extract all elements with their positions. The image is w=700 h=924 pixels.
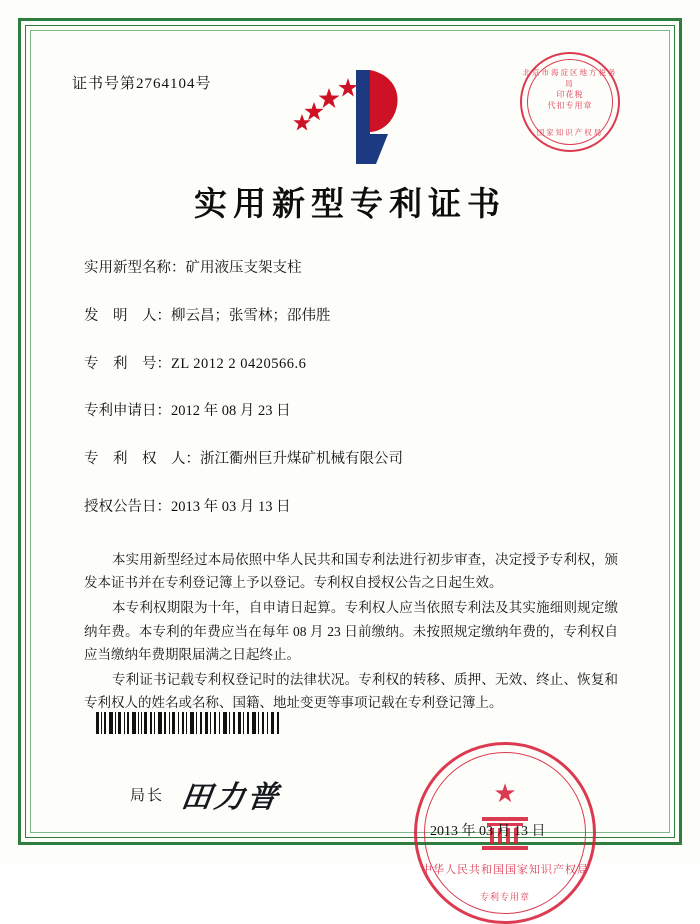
field-label-application-date: 专利申请日： — [84, 403, 171, 420]
seal-text-bottom: 专利专用章 — [479, 892, 530, 902]
field-value-invention-name: 矿用液压支架支柱 — [185, 260, 302, 276]
field-label-patent-number: 专 利 号： — [84, 355, 171, 372]
seal-inner-line-2: 代扣专用章 — [547, 100, 593, 110]
field-row-application-date — [84, 401, 624, 423]
field-row-inventors — [84, 306, 624, 328]
field-value-patentee: 浙江衢州巨升煤矿机械有限公司 — [200, 451, 403, 467]
certificate-number: 证书号第2764104号 — [72, 76, 212, 92]
issue-date: 2013 年 03 月 13 日 — [430, 824, 546, 839]
field-value-application-date: 2012 年 08 月 23 日 — [171, 403, 291, 420]
seal-arc-top-text: 北京市海淀区地方税务局 — [522, 68, 618, 88]
sipo-emblem-icon — [292, 62, 412, 172]
signature-name: 田力普 — [178, 781, 283, 814]
body-paragraph-1: 本实用新型经过本局依照中华人民共和国专利法进行初步审查，决定授予专利权，颁发本证书并在专利登记簿上予以登记。专利权自授权公告之日起生效。 — [84, 552, 618, 591]
field-row-invention-name — [84, 258, 624, 280]
field-row-patent-number — [84, 354, 624, 376]
field-label-grant-date: 授权公告日： — [84, 498, 171, 515]
field-value-grant-date: 2013 年 03 月 13 日 — [171, 498, 291, 515]
field-row-grant-date — [84, 497, 624, 519]
signature-label: 局长 — [130, 787, 165, 804]
certificate-body — [84, 548, 618, 717]
body-paragraph-3: 专利证书记载专利权登记时的法律状况。专利权的转移、质押、无效、终止、恢复和专利权人的姓名或名称、国籍、地址变更等事项记载在专利登记簿上。 — [84, 672, 618, 711]
certificate-fields — [84, 258, 624, 545]
five-star-icon: ★ — [493, 779, 517, 808]
field-label-invention-name: 实用新型名称： — [84, 260, 186, 276]
signature-row — [130, 772, 281, 816]
barcode — [96, 712, 282, 734]
field-row-patentee — [84, 449, 624, 471]
seal-arc-bottom-text: 国家知识产权局 — [536, 128, 604, 137]
field-label-patentee: 专 利 权 人： — [84, 451, 200, 467]
tax-stamp-seal — [520, 52, 620, 152]
field-value-inventors: 柳云昌；张雪林；邵伟胜 — [171, 307, 331, 324]
field-label-inventors: 发 明 人： — [84, 307, 171, 324]
seal-inner-text — [522, 90, 618, 112]
page-title: 实用新型专利证书 — [194, 187, 506, 223]
seal-text-top: 中华人民共和国国家知识产权局 — [421, 864, 589, 876]
field-value-patent-number: ZL 2012 2 0420566.6 — [171, 355, 307, 372]
seal-inner-line-1: 印花税 — [556, 90, 584, 99]
body-paragraph-2: 本专利权期限为十年，自申请日起算。专利权人应当依照专利法及其实施细则规定缴纳年费。本专利的年费应当在每年 08 月 23 日前缴纳。未按照规定缴纳年费的，专利权自应当缴纳年费期限届满之日起终止。 — [84, 600, 618, 662]
